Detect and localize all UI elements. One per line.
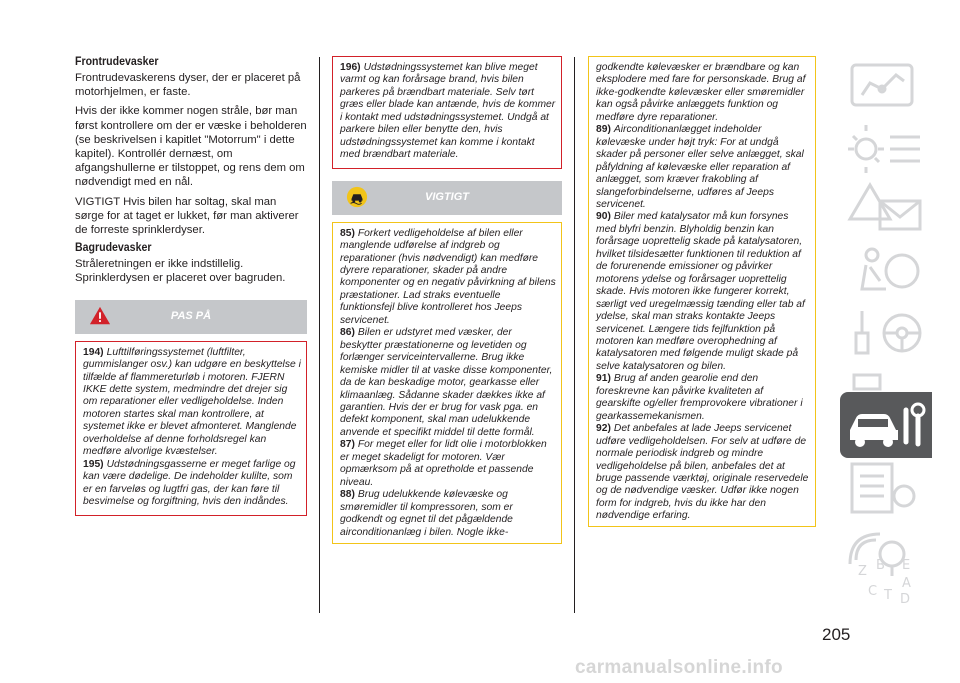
warning-banner — [75, 300, 307, 334]
column-1 — [75, 56, 307, 516]
page-number: 205 — [822, 625, 851, 644]
paragraph: Frontrudevaskerens dyser, der er placeret på motorhjelmen, er faste. — [75, 72, 301, 99]
envelope-warning-icon[interactable] — [840, 179, 944, 241]
paragraph: VIGTIGT Hvis bilen har soltag, skal man sørge for at taget er lukket, før man aktiverer de forreste sprinklerdyser. — [75, 195, 299, 237]
index-letter: E — [902, 558, 911, 573]
technical-data-icon[interactable] — [840, 458, 944, 520]
note-item: 90) Biler med katalysator må kun forsynes med blyfri benzin. Blyholdig benzin kan forårsage uoprettelig skade på katalysatoren, hvilket tilsidesætter funktionen til reduktion af de forurenende emissioner og påvirker motorens ydelse og forårsager uoprettelig skade. Hvis motoren ikke fungerer korrekt, særligt ved uregelmæssig tænding eller tab af ydelse, skal man straks kontakte Jeeps servicenet. Længere tids fejlfunktion på motoren kan medføre overophedning af katalysatoren med følgende muligt skade på selve katalysatoren og bilen. — [596, 211, 805, 372]
index-letter: C — [868, 584, 878, 599]
note-item: 89) Airconditionanlægget indeholder kølevæske under højt tryk: For at undgå skader på personer eller selve anlægget, skal påfyldning af kølevæske eller reparation af anlægget, som kræver frakobling af slangeforbindelserne, udføres af Jeeps servicenet. — [596, 124, 804, 210]
warning-item: 194) Lufttilføringssystemet (luftfilter, gummislanger osv.) kan udgøre en beskyttelse i tilfælde af flammereturløb i motoren. FJERN IKKE dette system, medmindre det drejer sig om reparationer eller vedligeholdelse. Inden motoren startes skal man kontrollere, at systemet ikke er blevet afmonteret. Manglende overholdelse af denne forholdsregel kan medføre alvorlige kvæstelser. — [83, 346, 301, 458]
note-item: 87) For meget eller for lidt olie i motorblokken er meget skadeligt for motoren. Vær opmærksom på at opretholde et passende niveau. — [340, 439, 547, 488]
warning-box-continued — [332, 56, 562, 169]
key-steering-icon[interactable] — [840, 303, 944, 365]
index-letters-icon[interactable] — [840, 555, 944, 617]
column-divider — [574, 57, 575, 613]
note-item: 86) Bilen er udstyret med væsker, der beskytter præstationerne og levetiden og forlænger serviceintervallerne. Brug ikke kemiske midler til at vaske disse komponenter, da de kan beskadige motor, gearkasse eller klimaanlæg. Sådanne skader dækkes ikke af garantien. Hvis der er brug for vask pga. en defekt komponent, skal man udelukkende anvende et specifikt middel til dette formål. — [340, 327, 553, 438]
important-banner — [332, 181, 562, 215]
note-item: 85) Forkert vedligeholdelse af bilen eller manglende udførelse af indgreb og reparationer (hvis nødvendigt) kan medføre dyrere reparationer, skader på andre komponenter og en negativ påvirkning af bilens præstationer. Lad straks eventuelle funktionsfejl blive kontrolleret hos Jeeps servicenet. — [340, 227, 556, 326]
warning-title: PAS PÅ — [170, 309, 212, 322]
note-item: 91) Brug af anden gearolie end den foreskrevne kan påvirke kvaliteten af gearskifte og/eller fremprovokere vibrationer i gearkassemekanismen. — [596, 373, 803, 422]
front-washer-text — [75, 71, 307, 237]
column-2 — [332, 56, 562, 544]
note-continuation: godkendte kølevæsker er brændbare og kan eksplodere med fare for personskade. Brug af ikke-godkendte kølevæsker eller smøremidler kan også påvirke anlæggets funktion og medføre dyre reparationer. — [596, 62, 806, 123]
car-wrench-icon[interactable] — [840, 392, 932, 458]
watermark: carmanualsonline.info — [575, 657, 783, 678]
light-sun-icon[interactable] — [840, 117, 944, 179]
index-letter: T — [884, 588, 892, 603]
chapter-sidebar — [826, 55, 930, 610]
section-heading-front-washer: Frontrudevasker — [75, 56, 159, 68]
note-item: 88) Brug udelukkende kølevæske og smøremidler til kompressoren, som er godkendt og egnet til det pågældende airconditionanlæg i bilen. Nogle ikke- — [340, 489, 513, 538]
paragraph: Hvis der ikke kommer nogen stråle, bør man først kontrollere om der er væske i beholderen (se beskrivelsen i kapitlet "Motorrum" i dette kapitel). Kontrollér dernæst, om afgangshullerne er tilstoppet, og rens dem om nødvendigt med en nål. — [75, 105, 307, 189]
column-divider — [319, 57, 320, 613]
column-3 — [588, 56, 816, 527]
paragraph: Stråleretningen er ikke indstillelig. Sprinklerdysen er placeret over bagruden. — [75, 258, 286, 285]
important-title: VIGTIGT — [425, 190, 469, 203]
index-letter: Z — [858, 564, 867, 579]
section-heading-rear-washer: Bagrudevasker — [75, 242, 152, 255]
car-dashboard-icon[interactable] — [840, 55, 944, 117]
index-letter: A — [902, 576, 911, 591]
warning-box — [75, 341, 307, 516]
note-item: 92) Det anbefales at lade Jeeps servicenet udføre vedligeholdelsen. For selv at udføre de normale periodisk indgreb og mindre vedligeholdelse på bilen, anbefales det at bruge passende værktøj, originale reservedele og de nødvendige væsker. Udfør ikke nogen form for indgreb, hvis du ikke har den nødvendige erfaring. — [596, 423, 809, 522]
index-letter: D — [900, 592, 911, 607]
warning-item: 195) Udstødningsgasserne er meget farlige og kan være dødelige. De indeholder kulilte, som er en farveløs og lugtfri gas, der kan føre til besvimelse og forgiftning, hvis den indåndes. — [83, 458, 296, 508]
airbag-seat-icon[interactable] — [840, 241, 944, 303]
important-box — [332, 222, 562, 544]
important-box-continued — [588, 56, 816, 527]
warning-item: 196) Udstødningssystemet kan blive meget varmt og kan forårsage brand, hvis bilen parkeres på brændbart materiale. Selv tørt græs eller blade kan antænde, hvis de kommer i kontakt med udstødningssystemet. Undgå at parkere bilen eller benytte den, hvis udstødningssystemet kan komme i kontakt med brændbart materiale. — [340, 62, 556, 161]
index-letter: B — [876, 558, 885, 573]
